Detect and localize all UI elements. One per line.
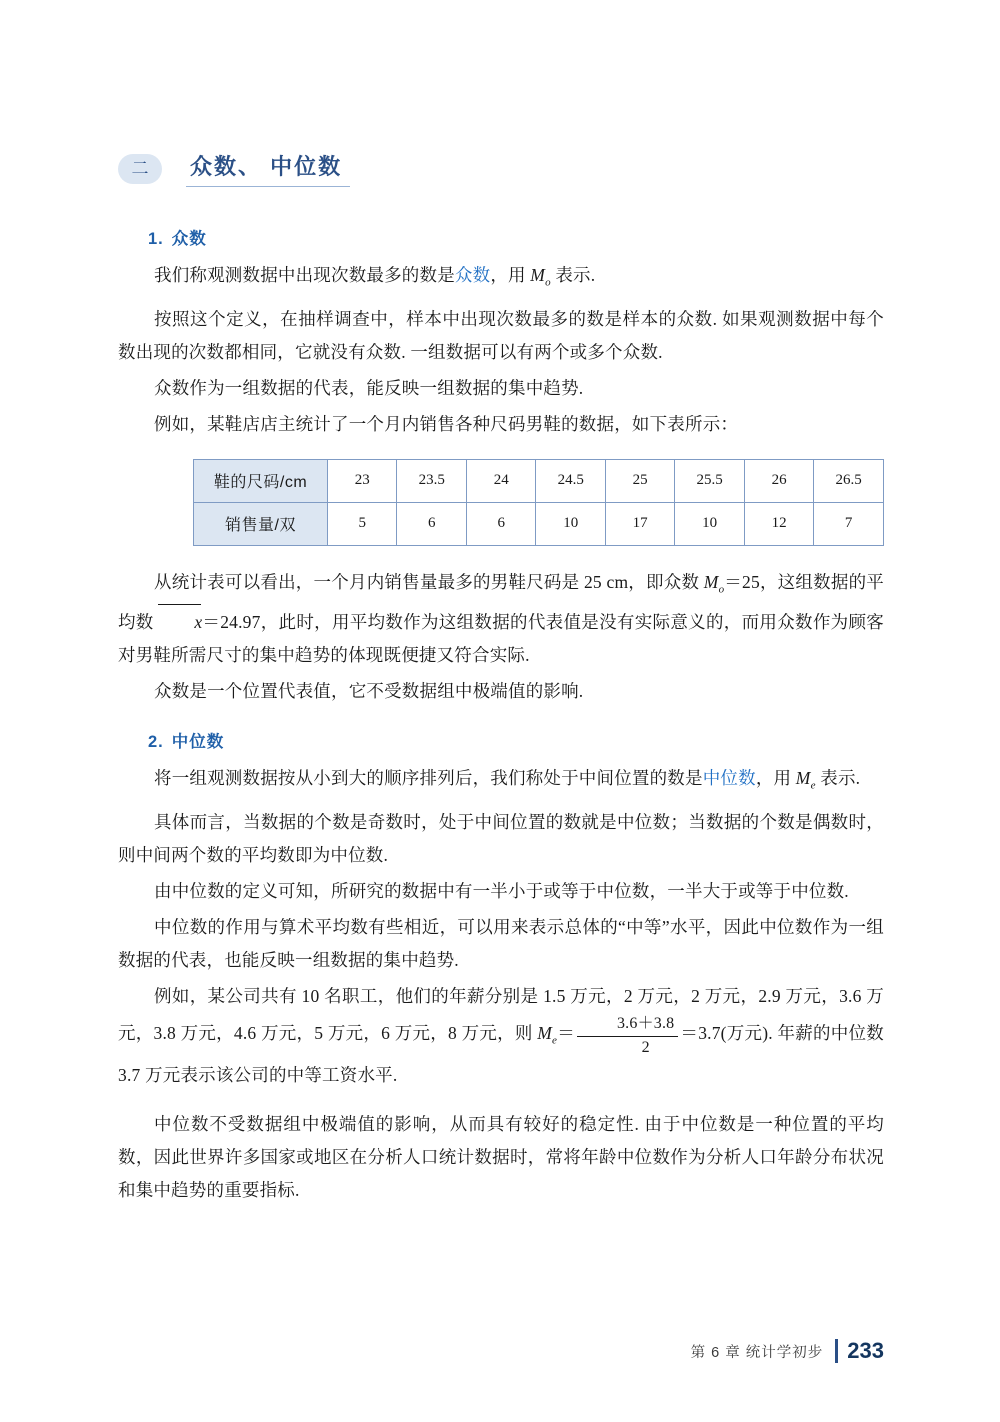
table-cell: 6 (467, 502, 536, 545)
text-run: ＝25，这组数据的平均数 (118, 571, 885, 632)
table-cell: 10 (536, 502, 606, 545)
subsection-label: 中位数 (171, 733, 225, 751)
math-subscript-o: o (718, 583, 725, 595)
paragraph-median-role: 中位数的作用与算术平均数有些相近，可以用来表示总体的“中等”水平，因此中位数作为一组数据的代表，也能反映一组数据的集中趋势. (118, 916, 884, 970)
table-cell: 5 (328, 502, 397, 545)
subsection-heading-median (148, 728, 884, 752)
fraction-numerator: 3.6＋3.8 (577, 1013, 678, 1037)
table-cell: 23.5 (397, 459, 467, 502)
text-run: 表示. (815, 768, 861, 788)
paragraph-example-intro: 例如，某鞋店店主统计了一个月内销售各种尺码男鞋的数据，如下表所示： (154, 413, 739, 434)
math-variable-me: M (537, 1022, 553, 1043)
math-variable-mo: M (703, 571, 719, 592)
table-cell: 17 (605, 502, 674, 545)
subsection-heading-mode (148, 225, 884, 249)
paragraph-table-analysis (118, 566, 884, 673)
subsection-label: 众数 (171, 230, 207, 248)
math-subscript-e: e (810, 779, 816, 792)
paragraph-median-odd-even: 具体而言，当数据的个数是奇数时，处于中间位置的数就是中位数；当数据的个数是偶数时，则中间两个数的平均数即为中位数. (118, 811, 884, 865)
table-cell: 25 (605, 459, 674, 502)
table-cell: 26.5 (814, 459, 884, 502)
table-cell: 6 (397, 502, 467, 545)
paragraph-mode-definition (118, 259, 884, 300)
keyword-mode: 众数 (454, 265, 491, 285)
text-run: ＝ (557, 1022, 575, 1043)
table-cell: 12 (744, 502, 813, 545)
paragraph-mode-position-value: 众数是一个位置代表值，它不受数据组中极端值的影响. (154, 681, 584, 701)
paragraph-mode-explanation: 按照这个定义，在抽样调查中，样本中出现次数最多的数是样本的众数. 如果观测数据中每个数出现的次数都相同，它就没有众数. 一组数据可以有两个或多个众数. (118, 308, 884, 362)
math-fraction (577, 1013, 678, 1059)
table-cell: 24.5 (536, 459, 606, 502)
table-cell: 25.5 (675, 459, 745, 502)
section-title: 众数、 中位数 (186, 150, 350, 187)
footer-divider (835, 1339, 838, 1363)
section-header (118, 150, 884, 187)
paragraph-median-example (118, 980, 884, 1092)
table-cell: 7 (814, 502, 884, 545)
footer-chapter-label: 第 6 章 统计学初步 (690, 1344, 824, 1361)
table-row (194, 459, 884, 502)
paragraph-median-definition (118, 762, 884, 803)
text-run: 我们称观测数据中出现次数最多的数是 (154, 265, 455, 285)
page-content (118, 150, 884, 1210)
text-run: 从统计表可以看出，一个月内销售量最多的男鞋尺码是 25 cm，即众数 (154, 571, 704, 592)
table-cell: 10 (675, 502, 745, 545)
page-number: 233 (847, 1338, 884, 1363)
table-row-header: 鞋的尺码/cm (194, 459, 328, 502)
text-run: 表示. (550, 265, 596, 285)
page-footer (691, 1338, 884, 1364)
math-subscript-e: e (552, 1034, 558, 1046)
paragraph-median-stability: 中位数不受数据组中极端值的影响，从而具有较好的稳定性. 由于中位数是一种位置的平均数，因此世界许多国家或地区在分析人口统计数据时，常将年龄中位数作为分析人口年龄分布状况和集中趋势的重要指标. (118, 1113, 884, 1200)
math-subscript-o: o (545, 276, 551, 289)
paragraph-median-half: 由中位数的定义可知，所研究的数据中有一半小于或等于中位数，一半大于或等于中位数. (154, 880, 849, 901)
shoe-size-table-wrapper (193, 459, 884, 546)
table-cell: 26 (744, 459, 813, 502)
fraction-denominator: 2 (641, 1038, 650, 1056)
math-variable-me: M (795, 768, 811, 788)
text-run: ＝24.97，此时，用平均数作为这组数据的代表值是没有实际意义的，而用众数作为顾客对男鞋所需尺寸的集中趋势的体现既便捷又符合实际. (118, 612, 884, 665)
subsection-number: 1. (148, 230, 164, 248)
text-run: ，用 (490, 265, 531, 285)
text-run: ，用 (755, 768, 796, 788)
math-variable-mo: M (530, 265, 546, 285)
shoe-size-table (193, 459, 884, 546)
text-run: ＝3.7(万元). 年薪的中位数 3.7 万元表示该公司的中等工资水平. (118, 1022, 885, 1085)
table-row-header: 销售量/双 (194, 502, 328, 545)
text-run: 例如，某公司共有 10 名职工，他们的年薪分别是 1.5 万元，2 万元，2 万元，2.9 万元，3.6 万元，3.8 万元，4.6 万元，5 万元，6 万元，8 万元，则 (118, 985, 884, 1043)
paragraph-mode-representative: 众数作为一组数据的代表，能反映一组数据的集中趋势. (154, 377, 584, 398)
math-variable-xbar: x (158, 606, 202, 639)
section-number-badge: 二 (118, 154, 162, 184)
subsection-number: 2. (148, 733, 164, 751)
text-run: 将一组观测数据按从小到大的顺序排列后，我们称处于中间位置的数是 (154, 768, 703, 788)
keyword-median: 中位数 (702, 768, 756, 788)
table-cell: 24 (467, 459, 536, 502)
table-row (194, 502, 884, 545)
table-cell: 23 (328, 459, 397, 502)
